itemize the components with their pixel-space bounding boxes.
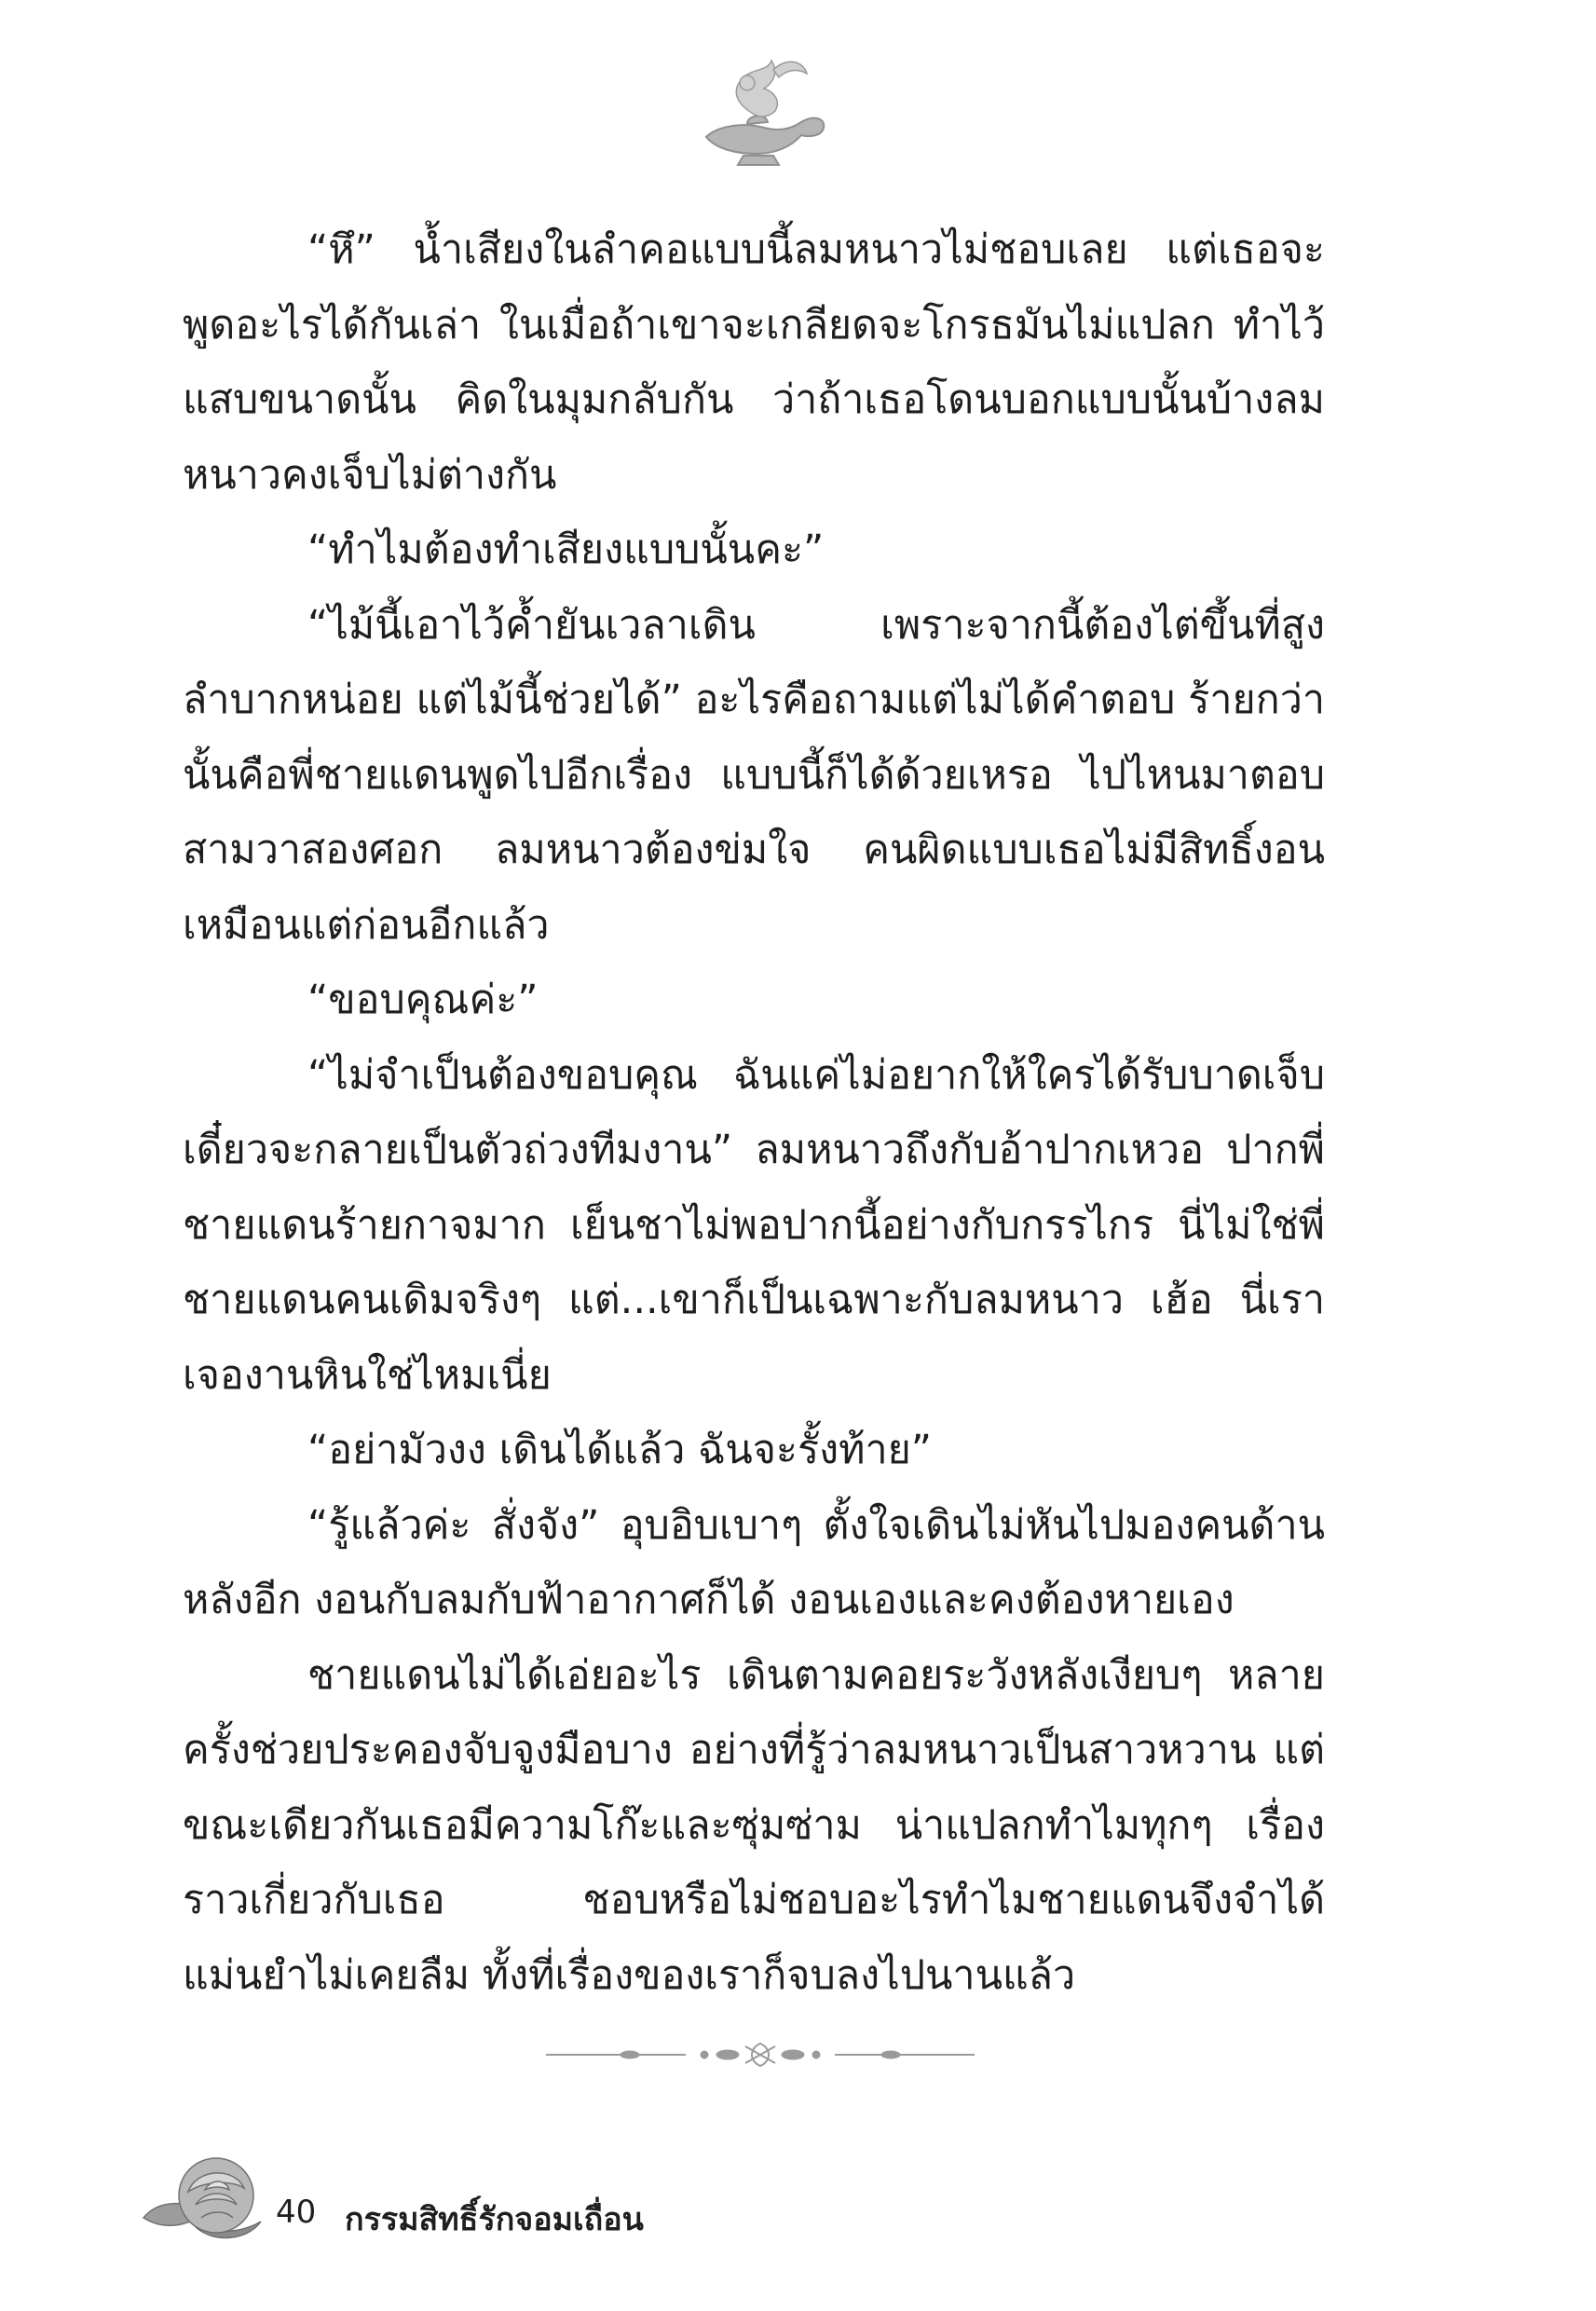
paragraph: “รู้แล้วค่ะ สั่งจัง” อุบอิบเบาๆ ตั้งใจเดินไม่หันไปมองคนด้านหลังอีก งอนกับลมกับฟ้าอากาศก็ได้ งอนเองและคงต้องหายเอง bbox=[183, 1501, 1325, 1623]
section-divider-ornament bbox=[546, 2041, 975, 2069]
paragraph: “ไม้นี้เอาไว้ค้ำยันเวลาเดิน เพราะจากนี้ต้องไต่ขึ้นที่สูง ลำบากหน่อย แต่ไม้นี้ช่วยได้” อะไรคือถามแต่ไม่ได้คำตอบ ร้ายกว่านั้นคือพี่ชายแดนพูดไปอีกเรื่อง แบบนี้ก็ได้ด้วยเหรอ ไปไหนมาตอบสามวาสองศอก ลมหนาวต้องข่มใจ คนผิดแบบเธอไม่มีสิทธิ์งอนเหมือนแต่ก่อนอีกแล้ว bbox=[183, 601, 1325, 949]
paragraph: “อย่ามัวงง เดินได้แล้ว ฉันจะรั้งท้าย” bbox=[307, 1427, 933, 1473]
paragraph: “ขอบคุณค่ะ” bbox=[307, 977, 539, 1023]
genie-lamp-ornament bbox=[689, 51, 829, 168]
paragraph: “ทำไมต้องทำเสียงแบบนั้นคะ” bbox=[307, 526, 825, 573]
page-footer bbox=[140, 2143, 885, 2246]
paragraph: “หึ” น้ำเสียงในลำคอแบบนี้ลมหนาวไม่ชอบเลย แต่เธอจะพูดอะไรได้กันเล่า ในเมื่อถ้าเขาจะเกลียดจะโกรธมันไม่แปลก ทำไว้แสบขนาดนั้น คิดในมุมกลับกัน ว่าถ้าเธอโดนบอกแบบนั้นบ้างลมหนาวคงเจ็บไม่ต่างกัน bbox=[183, 226, 1325, 499]
paragraph: ชายแดนไม่ได้เอ่ยอะไร เดินตามคอยระวังหลังเงียบๆ หลายครั้งช่วยประคองจับจูงมือบาง อย่างที่รู้ว่าลมหนาวเป็นสาวหวาน แต่ขณะเดียวกันเธอมีความโก๊ะและซุ่มซ่าม น่าแปลกทำไมทุกๆ เรื่องราวเกี่ยวกับเธอ ชอบหรือไม่ชอบอะไรทำไมชายแดนจึงจำได้แม่นยำไม่เคยลืม ทั้งที่เรื่องของเราก็จบลงไปนานแล้ว bbox=[183, 1651, 1325, 1999]
page-number: 40 bbox=[276, 2194, 317, 2231]
rose-icon bbox=[140, 2143, 280, 2246]
paragraph: “ไม่จำเป็นต้องขอบคุณ ฉันแค่ไม่อยากให้ใครได้รับบาดเจ็บเดี๋ยวจะกลายเป็นตัวถ่วงทีมงาน” ลมหนาวถึงกับอ้าปากเหวอ ปากพี่ชายแดนร้ายกาจมาก เย็นชาไม่พอปากนี้อย่างกับกรรไกร นี่ไม่ใช่พี่ชายแดนคนเดิมจริงๆ แต่...เขาก็เป็นเฉพาะกับลมหนาว เฮ้อ นี่เราเจองานหินใช่ไหมเนี่ย bbox=[183, 1051, 1325, 1399]
page-body bbox=[183, 212, 1325, 2013]
book-title: กรรมสิทธิ์รักจอมเถื่อน bbox=[345, 2201, 644, 2238]
